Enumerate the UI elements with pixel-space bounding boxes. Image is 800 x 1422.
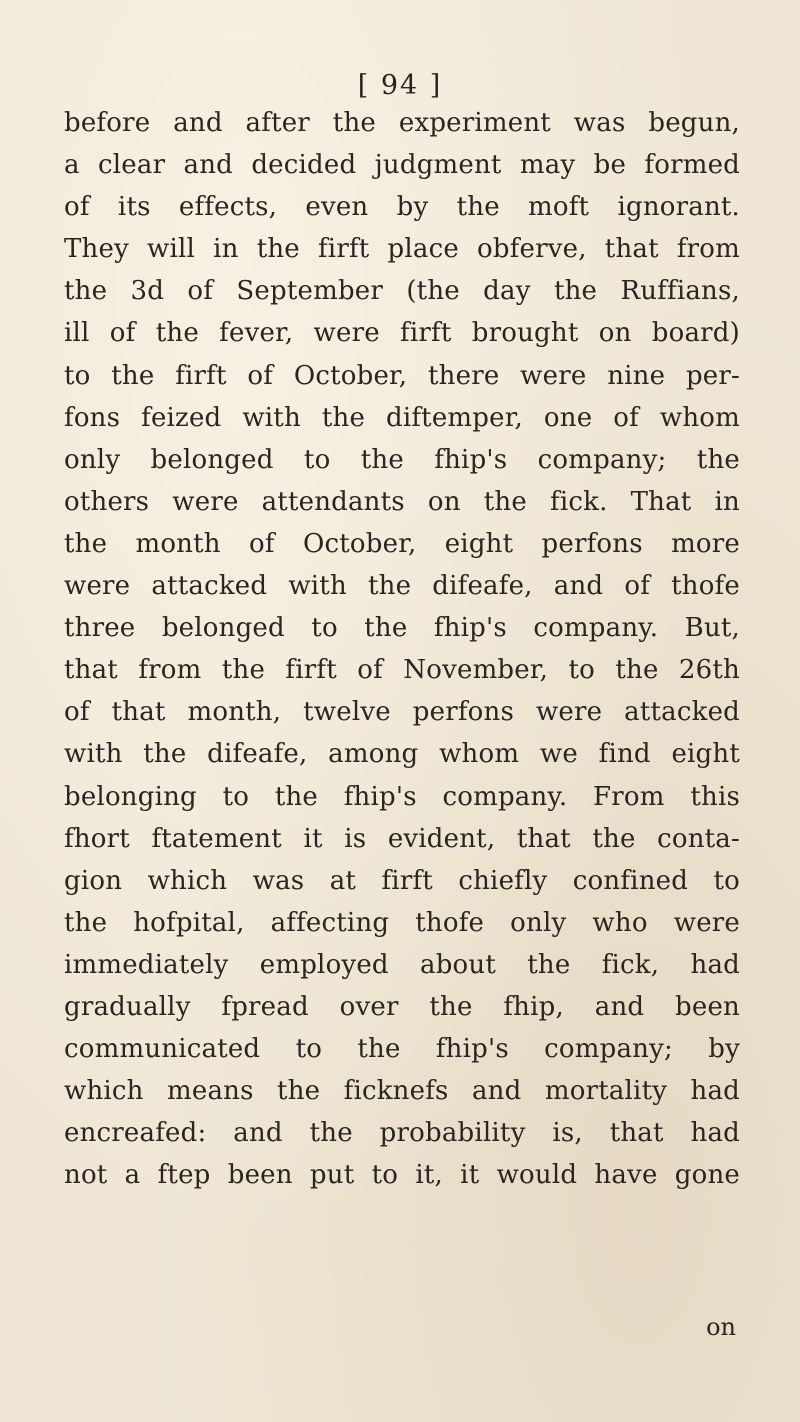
text-line: the hofpital, affecting thofe only who were <box>64 907 740 938</box>
text-line: gradually fpread over the fhip, and been <box>64 991 740 1022</box>
body-text <box>64 102 740 1196</box>
text-line: three belonged to the fhip's company. But, <box>64 613 740 644</box>
text-line: only belonged to the fhip's company; the <box>64 444 740 475</box>
catchword: on <box>706 1313 736 1341</box>
text-line: of that month, twelve perfons were attacked <box>64 697 740 728</box>
text-line: fons feized with the diftemper, one of whom <box>64 402 740 433</box>
text-line: gion which was at firft chiefly confined to <box>64 865 740 896</box>
page-number-header: [ 94 ] <box>357 70 443 101</box>
text-line: immediately employed about the fick, had <box>64 949 740 980</box>
text-line: the 3d of September (the day the Ruffians, <box>64 276 740 307</box>
text-line: communicated to the fhip's company; by <box>64 1034 740 1065</box>
text-line: which means the ficknefs and mortality had <box>64 1076 740 1107</box>
text-line: encreafed: and the probability is, that had <box>64 1118 740 1149</box>
text-line: to the firft of October, there were nine per- <box>64 360 740 391</box>
text-line: with the difeafe, among whom we find eight <box>64 739 740 770</box>
text-line: not a ftep been put to it, it would have gone <box>64 1160 740 1191</box>
text-line: were attacked with the difeafe, and of thofe <box>64 571 740 602</box>
text-line: They will in the firft place obferve, that from <box>64 234 740 265</box>
text-line: ill of the fever, were firft brought on board) <box>64 318 740 349</box>
text-line: belonging to the fhip's company. From this <box>64 781 740 812</box>
text-line: the month of October, eight perfons more <box>64 528 740 559</box>
text-line: of its effects, even by the moft ignorant. <box>64 192 740 223</box>
text-line: a clear and decided judgment may be formed <box>64 150 740 181</box>
text-line: that from the firft of November, to the 26th <box>64 655 740 686</box>
text-line: before and after the experiment was begun, <box>64 108 740 138</box>
text-line: fhort ftatement it is evident, that the conta- <box>64 823 740 854</box>
text-line: others were attendants on the fick. That in <box>64 486 740 517</box>
